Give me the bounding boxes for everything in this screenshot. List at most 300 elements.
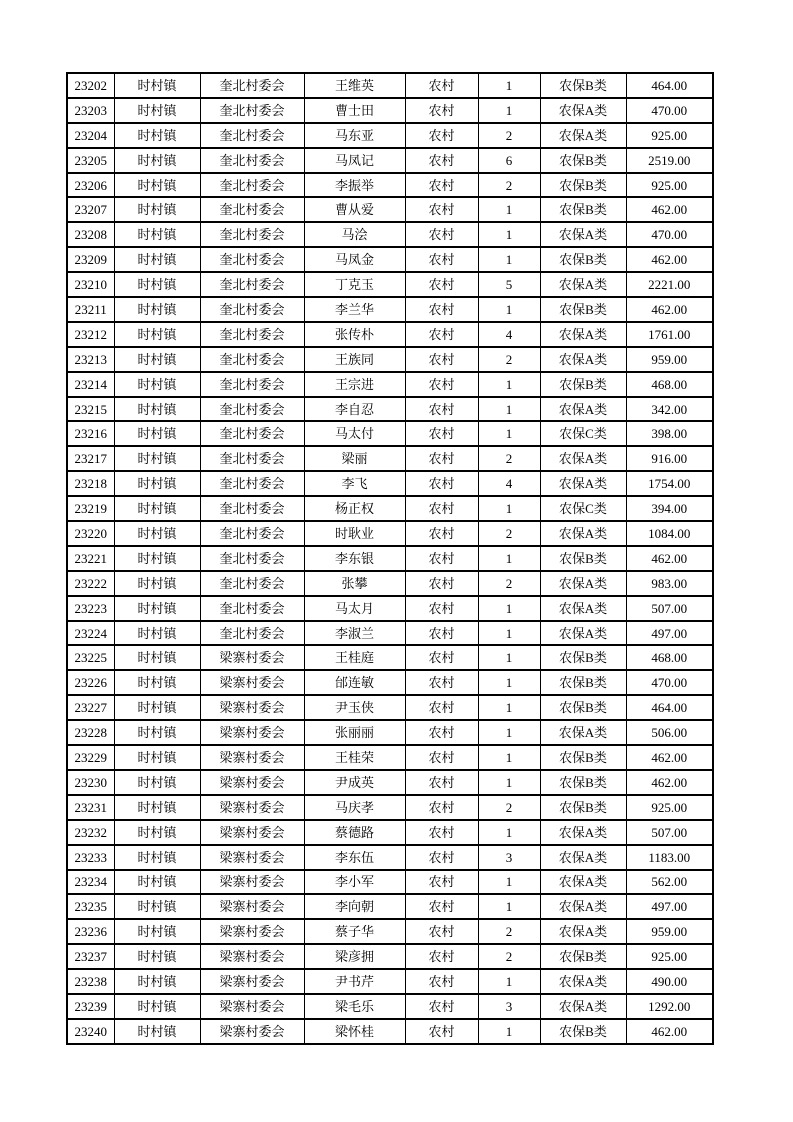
cell-village-committee: 梁寨村委会 — [200, 645, 304, 670]
table-row — [67, 745, 713, 770]
table-row — [67, 272, 713, 297]
cell-town: 时村镇 — [114, 222, 200, 247]
cell-serial-number: 23225 — [67, 645, 114, 670]
cell-residence-type: 农村 — [405, 496, 478, 521]
cell-residence-type: 农村 — [405, 745, 478, 770]
cell-village-committee: 奎北村委会 — [200, 471, 304, 496]
cell-town: 时村镇 — [114, 347, 200, 372]
cell-town: 时村镇 — [114, 571, 200, 596]
cell-serial-number: 23211 — [67, 297, 114, 322]
cell-amount: 497.00 — [626, 621, 713, 646]
cell-residence-type: 农村 — [405, 596, 478, 621]
cell-residence-type: 农村 — [405, 471, 478, 496]
table-row — [67, 421, 713, 446]
cell-person-name: 马凤记 — [304, 148, 405, 173]
cell-town: 时村镇 — [114, 596, 200, 621]
cell-serial-number: 23239 — [67, 994, 114, 1019]
cell-person-count: 1 — [478, 870, 540, 895]
cell-amount: 342.00 — [626, 397, 713, 422]
cell-residence-type: 农村 — [405, 994, 478, 1019]
cell-amount: 470.00 — [626, 670, 713, 695]
table-row — [67, 695, 713, 720]
table-row — [67, 123, 713, 148]
cell-person-name: 张丽丽 — [304, 720, 405, 745]
cell-person-count: 1 — [478, 496, 540, 521]
cell-village-committee: 梁寨村委会 — [200, 720, 304, 745]
cell-village-committee: 梁寨村委会 — [200, 845, 304, 870]
cell-person-name: 尹玉侠 — [304, 695, 405, 720]
cell-person-count: 4 — [478, 322, 540, 347]
cell-village-committee: 梁寨村委会 — [200, 820, 304, 845]
cell-amount: 959.00 — [626, 919, 713, 944]
cell-person-name: 李小军 — [304, 870, 405, 895]
cell-insurance-category: 农保B类 — [540, 1019, 626, 1044]
table-row — [67, 347, 713, 372]
cell-village-committee: 奎北村委会 — [200, 372, 304, 397]
cell-serial-number: 23240 — [67, 1019, 114, 1044]
cell-insurance-category: 农保B类 — [540, 546, 626, 571]
cell-insurance-category: 农保B类 — [540, 247, 626, 272]
cell-person-count: 1 — [478, 745, 540, 770]
cell-amount: 983.00 — [626, 571, 713, 596]
table-row — [67, 446, 713, 471]
cell-serial-number: 23237 — [67, 944, 114, 969]
cell-residence-type: 农村 — [405, 297, 478, 322]
cell-person-name: 马太月 — [304, 596, 405, 621]
cell-town: 时村镇 — [114, 421, 200, 446]
cell-insurance-category: 农保A类 — [540, 397, 626, 422]
cell-insurance-category: 农保B类 — [540, 770, 626, 795]
cell-person-name: 梁丽 — [304, 446, 405, 471]
cell-serial-number: 23215 — [67, 397, 114, 422]
cell-amount: 462.00 — [626, 297, 713, 322]
cell-serial-number: 23226 — [67, 670, 114, 695]
cell-residence-type: 农村 — [405, 372, 478, 397]
cell-town: 时村镇 — [114, 894, 200, 919]
cell-residence-type: 农村 — [405, 894, 478, 919]
cell-serial-number: 23232 — [67, 820, 114, 845]
insurance-roster-table — [66, 72, 714, 1045]
cell-insurance-category: 农保A类 — [540, 571, 626, 596]
cell-serial-number: 23214 — [67, 372, 114, 397]
cell-person-name: 尹成英 — [304, 770, 405, 795]
cell-serial-number: 23217 — [67, 446, 114, 471]
cell-amount: 470.00 — [626, 98, 713, 123]
cell-insurance-category: 农保C类 — [540, 496, 626, 521]
cell-person-count: 1 — [478, 645, 540, 670]
cell-person-count: 1 — [478, 695, 540, 720]
cell-serial-number: 23236 — [67, 919, 114, 944]
cell-village-committee: 奎北村委会 — [200, 546, 304, 571]
cell-town: 时村镇 — [114, 969, 200, 994]
cell-town: 时村镇 — [114, 795, 200, 820]
cell-person-count: 1 — [478, 222, 540, 247]
cell-person-count: 3 — [478, 845, 540, 870]
cell-insurance-category: 农保A类 — [540, 471, 626, 496]
cell-town: 时村镇 — [114, 670, 200, 695]
cell-town: 时村镇 — [114, 496, 200, 521]
table-row — [67, 1019, 713, 1044]
cell-residence-type: 农村 — [405, 521, 478, 546]
cell-residence-type: 农村 — [405, 446, 478, 471]
cell-insurance-category: 农保A类 — [540, 123, 626, 148]
cell-serial-number: 23203 — [67, 98, 114, 123]
cell-town: 时村镇 — [114, 770, 200, 795]
cell-serial-number: 23205 — [67, 148, 114, 173]
cell-amount: 925.00 — [626, 173, 713, 198]
cell-person-name: 李东银 — [304, 546, 405, 571]
cell-person-count: 1 — [478, 720, 540, 745]
cell-insurance-category: 农保A类 — [540, 596, 626, 621]
cell-residence-type: 农村 — [405, 720, 478, 745]
cell-residence-type: 农村 — [405, 571, 478, 596]
cell-amount: 468.00 — [626, 645, 713, 670]
cell-residence-type: 农村 — [405, 645, 478, 670]
cell-residence-type: 农村 — [405, 944, 478, 969]
cell-insurance-category: 农保B类 — [540, 148, 626, 173]
cell-amount: 470.00 — [626, 222, 713, 247]
cell-serial-number: 23238 — [67, 969, 114, 994]
cell-person-name: 马东亚 — [304, 123, 405, 148]
table-row — [67, 969, 713, 994]
cell-person-count: 1 — [478, 197, 540, 222]
cell-insurance-category: 农保B类 — [540, 670, 626, 695]
cell-serial-number: 23212 — [67, 322, 114, 347]
cell-person-count: 1 — [478, 770, 540, 795]
table-row — [67, 571, 713, 596]
table-row — [67, 596, 713, 621]
cell-insurance-category: 农保B类 — [540, 197, 626, 222]
cell-insurance-category: 农保A类 — [540, 322, 626, 347]
cell-village-committee: 奎北村委会 — [200, 397, 304, 422]
cell-residence-type: 农村 — [405, 397, 478, 422]
table-row — [67, 621, 713, 646]
cell-serial-number: 23229 — [67, 745, 114, 770]
cell-village-committee: 奎北村委会 — [200, 297, 304, 322]
cell-residence-type: 农村 — [405, 695, 478, 720]
table-row — [67, 994, 713, 1019]
cell-person-name: 蔡德路 — [304, 820, 405, 845]
table-row — [67, 894, 713, 919]
cell-person-count: 1 — [478, 894, 540, 919]
cell-person-count: 1 — [478, 397, 540, 422]
cell-insurance-category: 农保B类 — [540, 372, 626, 397]
cell-person-count: 1 — [478, 421, 540, 446]
cell-town: 时村镇 — [114, 148, 200, 173]
cell-person-count: 1 — [478, 621, 540, 646]
cell-residence-type: 农村 — [405, 148, 478, 173]
cell-town: 时村镇 — [114, 446, 200, 471]
cell-village-committee: 梁寨村委会 — [200, 1019, 304, 1044]
cell-serial-number: 23231 — [67, 795, 114, 820]
cell-insurance-category: 农保A类 — [540, 969, 626, 994]
cell-amount: 1754.00 — [626, 471, 713, 496]
cell-town: 时村镇 — [114, 745, 200, 770]
cell-person-count: 1 — [478, 596, 540, 621]
cell-amount: 916.00 — [626, 446, 713, 471]
cell-person-name: 李振举 — [304, 173, 405, 198]
cell-village-committee: 梁寨村委会 — [200, 919, 304, 944]
cell-serial-number: 23206 — [67, 173, 114, 198]
cell-village-committee: 奎北村委会 — [200, 621, 304, 646]
cell-amount: 2221.00 — [626, 272, 713, 297]
table-row — [67, 546, 713, 571]
cell-village-committee: 梁寨村委会 — [200, 695, 304, 720]
cell-amount: 394.00 — [626, 496, 713, 521]
cell-village-committee: 奎北村委会 — [200, 247, 304, 272]
cell-residence-type: 农村 — [405, 621, 478, 646]
cell-town: 时村镇 — [114, 621, 200, 646]
cell-person-name: 马凤金 — [304, 247, 405, 272]
cell-person-name: 梁怀桂 — [304, 1019, 405, 1044]
cell-serial-number: 23222 — [67, 571, 114, 596]
cell-serial-number: 23228 — [67, 720, 114, 745]
table-row — [67, 297, 713, 322]
cell-amount: 925.00 — [626, 795, 713, 820]
cell-town: 时村镇 — [114, 994, 200, 1019]
cell-person-name: 尹书芹 — [304, 969, 405, 994]
cell-village-committee: 梁寨村委会 — [200, 670, 304, 695]
cell-insurance-category: 农保A类 — [540, 347, 626, 372]
cell-person-name: 李兰华 — [304, 297, 405, 322]
cell-village-committee: 奎北村委会 — [200, 496, 304, 521]
cell-amount: 398.00 — [626, 421, 713, 446]
cell-person-name: 王维英 — [304, 73, 405, 98]
cell-person-count: 2 — [478, 795, 540, 820]
cell-village-committee: 奎北村委会 — [200, 596, 304, 621]
cell-residence-type: 农村 — [405, 919, 478, 944]
table-row — [67, 496, 713, 521]
cell-village-committee: 奎北村委会 — [200, 322, 304, 347]
cell-town: 时村镇 — [114, 123, 200, 148]
cell-amount: 462.00 — [626, 197, 713, 222]
table-row — [67, 795, 713, 820]
cell-amount: 925.00 — [626, 944, 713, 969]
cell-town: 时村镇 — [114, 1019, 200, 1044]
cell-insurance-category: 农保A类 — [540, 870, 626, 895]
cell-residence-type: 农村 — [405, 770, 478, 795]
cell-village-committee: 奎北村委会 — [200, 123, 304, 148]
cell-person-count: 1 — [478, 372, 540, 397]
cell-serial-number: 23223 — [67, 596, 114, 621]
cell-village-committee: 奎北村委会 — [200, 173, 304, 198]
cell-person-count: 1 — [478, 820, 540, 845]
cell-town: 时村镇 — [114, 845, 200, 870]
cell-person-name: 杨正权 — [304, 496, 405, 521]
cell-village-committee: 梁寨村委会 — [200, 745, 304, 770]
cell-town: 时村镇 — [114, 247, 200, 272]
cell-amount: 462.00 — [626, 745, 713, 770]
cell-village-committee: 奎北村委会 — [200, 446, 304, 471]
cell-amount: 959.00 — [626, 347, 713, 372]
cell-residence-type: 农村 — [405, 845, 478, 870]
cell-insurance-category: 农保B类 — [540, 695, 626, 720]
cell-insurance-category: 农保A类 — [540, 894, 626, 919]
table-row — [67, 73, 713, 98]
cell-town: 时村镇 — [114, 297, 200, 322]
cell-village-committee: 梁寨村委会 — [200, 944, 304, 969]
cell-serial-number: 23208 — [67, 222, 114, 247]
table-row — [67, 98, 713, 123]
cell-serial-number: 23227 — [67, 695, 114, 720]
table-row — [67, 521, 713, 546]
cell-amount: 507.00 — [626, 820, 713, 845]
cell-person-name: 王桂荣 — [304, 745, 405, 770]
cell-person-name: 梁毛乐 — [304, 994, 405, 1019]
cell-insurance-category: 农保A类 — [540, 720, 626, 745]
cell-amount: 490.00 — [626, 969, 713, 994]
cell-town: 时村镇 — [114, 645, 200, 670]
cell-person-count: 1 — [478, 969, 540, 994]
cell-village-committee: 奎北村委会 — [200, 148, 304, 173]
cell-serial-number: 23219 — [67, 496, 114, 521]
table-row — [67, 322, 713, 347]
cell-residence-type: 农村 — [405, 546, 478, 571]
cell-person-count: 1 — [478, 670, 540, 695]
cell-town: 时村镇 — [114, 322, 200, 347]
table-row — [67, 845, 713, 870]
cell-person-name: 曹从爱 — [304, 197, 405, 222]
cell-town: 时村镇 — [114, 272, 200, 297]
cell-village-committee: 奎北村委会 — [200, 571, 304, 596]
cell-amount: 464.00 — [626, 73, 713, 98]
cell-person-count: 1 — [478, 297, 540, 322]
cell-village-committee: 梁寨村委会 — [200, 870, 304, 895]
cell-village-committee: 梁寨村委会 — [200, 894, 304, 919]
cell-town: 时村镇 — [114, 521, 200, 546]
cell-insurance-category: 农保A类 — [540, 845, 626, 870]
cell-residence-type: 农村 — [405, 820, 478, 845]
cell-insurance-category: 农保B类 — [540, 944, 626, 969]
cell-residence-type: 农村 — [405, 870, 478, 895]
cell-person-count: 2 — [478, 919, 540, 944]
cell-amount: 1761.00 — [626, 322, 713, 347]
cell-serial-number: 23204 — [67, 123, 114, 148]
cell-residence-type: 农村 — [405, 347, 478, 372]
cell-village-committee: 梁寨村委会 — [200, 994, 304, 1019]
cell-town: 时村镇 — [114, 397, 200, 422]
cell-residence-type: 农村 — [405, 1019, 478, 1044]
cell-insurance-category: 农保A类 — [540, 521, 626, 546]
cell-person-name: 王族同 — [304, 347, 405, 372]
cell-insurance-category: 农保A类 — [540, 222, 626, 247]
cell-serial-number: 23216 — [67, 421, 114, 446]
cell-person-name: 马浍 — [304, 222, 405, 247]
cell-residence-type: 农村 — [405, 969, 478, 994]
cell-amount: 1084.00 — [626, 521, 713, 546]
cell-person-count: 1 — [478, 247, 540, 272]
cell-insurance-category: 农保C类 — [540, 421, 626, 446]
cell-residence-type: 农村 — [405, 795, 478, 820]
cell-person-count: 2 — [478, 347, 540, 372]
cell-town: 时村镇 — [114, 471, 200, 496]
cell-village-committee: 梁寨村委会 — [200, 795, 304, 820]
cell-insurance-category: 农保B类 — [540, 73, 626, 98]
cell-village-committee: 梁寨村委会 — [200, 770, 304, 795]
cell-amount: 462.00 — [626, 1019, 713, 1044]
table-row — [67, 197, 713, 222]
cell-amount: 462.00 — [626, 546, 713, 571]
cell-person-count: 2 — [478, 446, 540, 471]
cell-town: 时村镇 — [114, 372, 200, 397]
cell-town: 时村镇 — [114, 98, 200, 123]
cell-serial-number: 23224 — [67, 621, 114, 646]
cell-person-count: 1 — [478, 98, 540, 123]
table-row — [67, 148, 713, 173]
cell-serial-number: 23235 — [67, 894, 114, 919]
cell-amount: 1183.00 — [626, 845, 713, 870]
cell-person-name: 蔡子华 — [304, 919, 405, 944]
cell-amount: 925.00 — [626, 123, 713, 148]
cell-serial-number: 23233 — [67, 845, 114, 870]
cell-insurance-category: 农保A类 — [540, 621, 626, 646]
cell-town: 时村镇 — [114, 720, 200, 745]
cell-person-name: 王桂庭 — [304, 645, 405, 670]
table-row — [67, 919, 713, 944]
cell-residence-type: 农村 — [405, 173, 478, 198]
cell-insurance-category: 农保B类 — [540, 297, 626, 322]
cell-insurance-category: 农保A类 — [540, 994, 626, 1019]
cell-residence-type: 农村 — [405, 421, 478, 446]
cell-village-committee: 奎北村委会 — [200, 347, 304, 372]
cell-residence-type: 农村 — [405, 670, 478, 695]
cell-person-count: 6 — [478, 148, 540, 173]
cell-village-committee: 奎北村委会 — [200, 197, 304, 222]
cell-serial-number: 23230 — [67, 770, 114, 795]
cell-person-name: 张传朴 — [304, 322, 405, 347]
cell-serial-number: 23209 — [67, 247, 114, 272]
cell-village-committee: 奎北村委会 — [200, 421, 304, 446]
cell-village-committee: 奎北村委会 — [200, 222, 304, 247]
table-row — [67, 247, 713, 272]
cell-amount: 468.00 — [626, 372, 713, 397]
cell-insurance-category: 农保A类 — [540, 272, 626, 297]
cell-village-committee: 奎北村委会 — [200, 272, 304, 297]
cell-town: 时村镇 — [114, 944, 200, 969]
cell-serial-number: 23221 — [67, 546, 114, 571]
cell-residence-type: 农村 — [405, 222, 478, 247]
cell-serial-number: 23207 — [67, 197, 114, 222]
cell-amount: 462.00 — [626, 247, 713, 272]
table-row — [67, 870, 713, 895]
cell-person-name: 曹士田 — [304, 98, 405, 123]
cell-person-count: 1 — [478, 73, 540, 98]
table-row — [67, 222, 713, 247]
cell-town: 时村镇 — [114, 546, 200, 571]
cell-town: 时村镇 — [114, 870, 200, 895]
cell-person-count: 2 — [478, 944, 540, 969]
cell-person-name: 梁彦拥 — [304, 944, 405, 969]
cell-residence-type: 农村 — [405, 197, 478, 222]
cell-amount: 464.00 — [626, 695, 713, 720]
cell-person-name: 王宗进 — [304, 372, 405, 397]
cell-serial-number: 23210 — [67, 272, 114, 297]
table-row — [67, 397, 713, 422]
cell-town: 时村镇 — [114, 173, 200, 198]
cell-insurance-category: 农保B类 — [540, 795, 626, 820]
cell-serial-number: 23202 — [67, 73, 114, 98]
table-row — [67, 770, 713, 795]
cell-person-name: 李向朝 — [304, 894, 405, 919]
cell-person-name: 李飞 — [304, 471, 405, 496]
cell-amount: 562.00 — [626, 870, 713, 895]
cell-amount: 497.00 — [626, 894, 713, 919]
cell-person-name: 李淑兰 — [304, 621, 405, 646]
cell-amount: 2519.00 — [626, 148, 713, 173]
table-body — [67, 73, 713, 1044]
cell-residence-type: 农村 — [405, 73, 478, 98]
table-row — [67, 944, 713, 969]
